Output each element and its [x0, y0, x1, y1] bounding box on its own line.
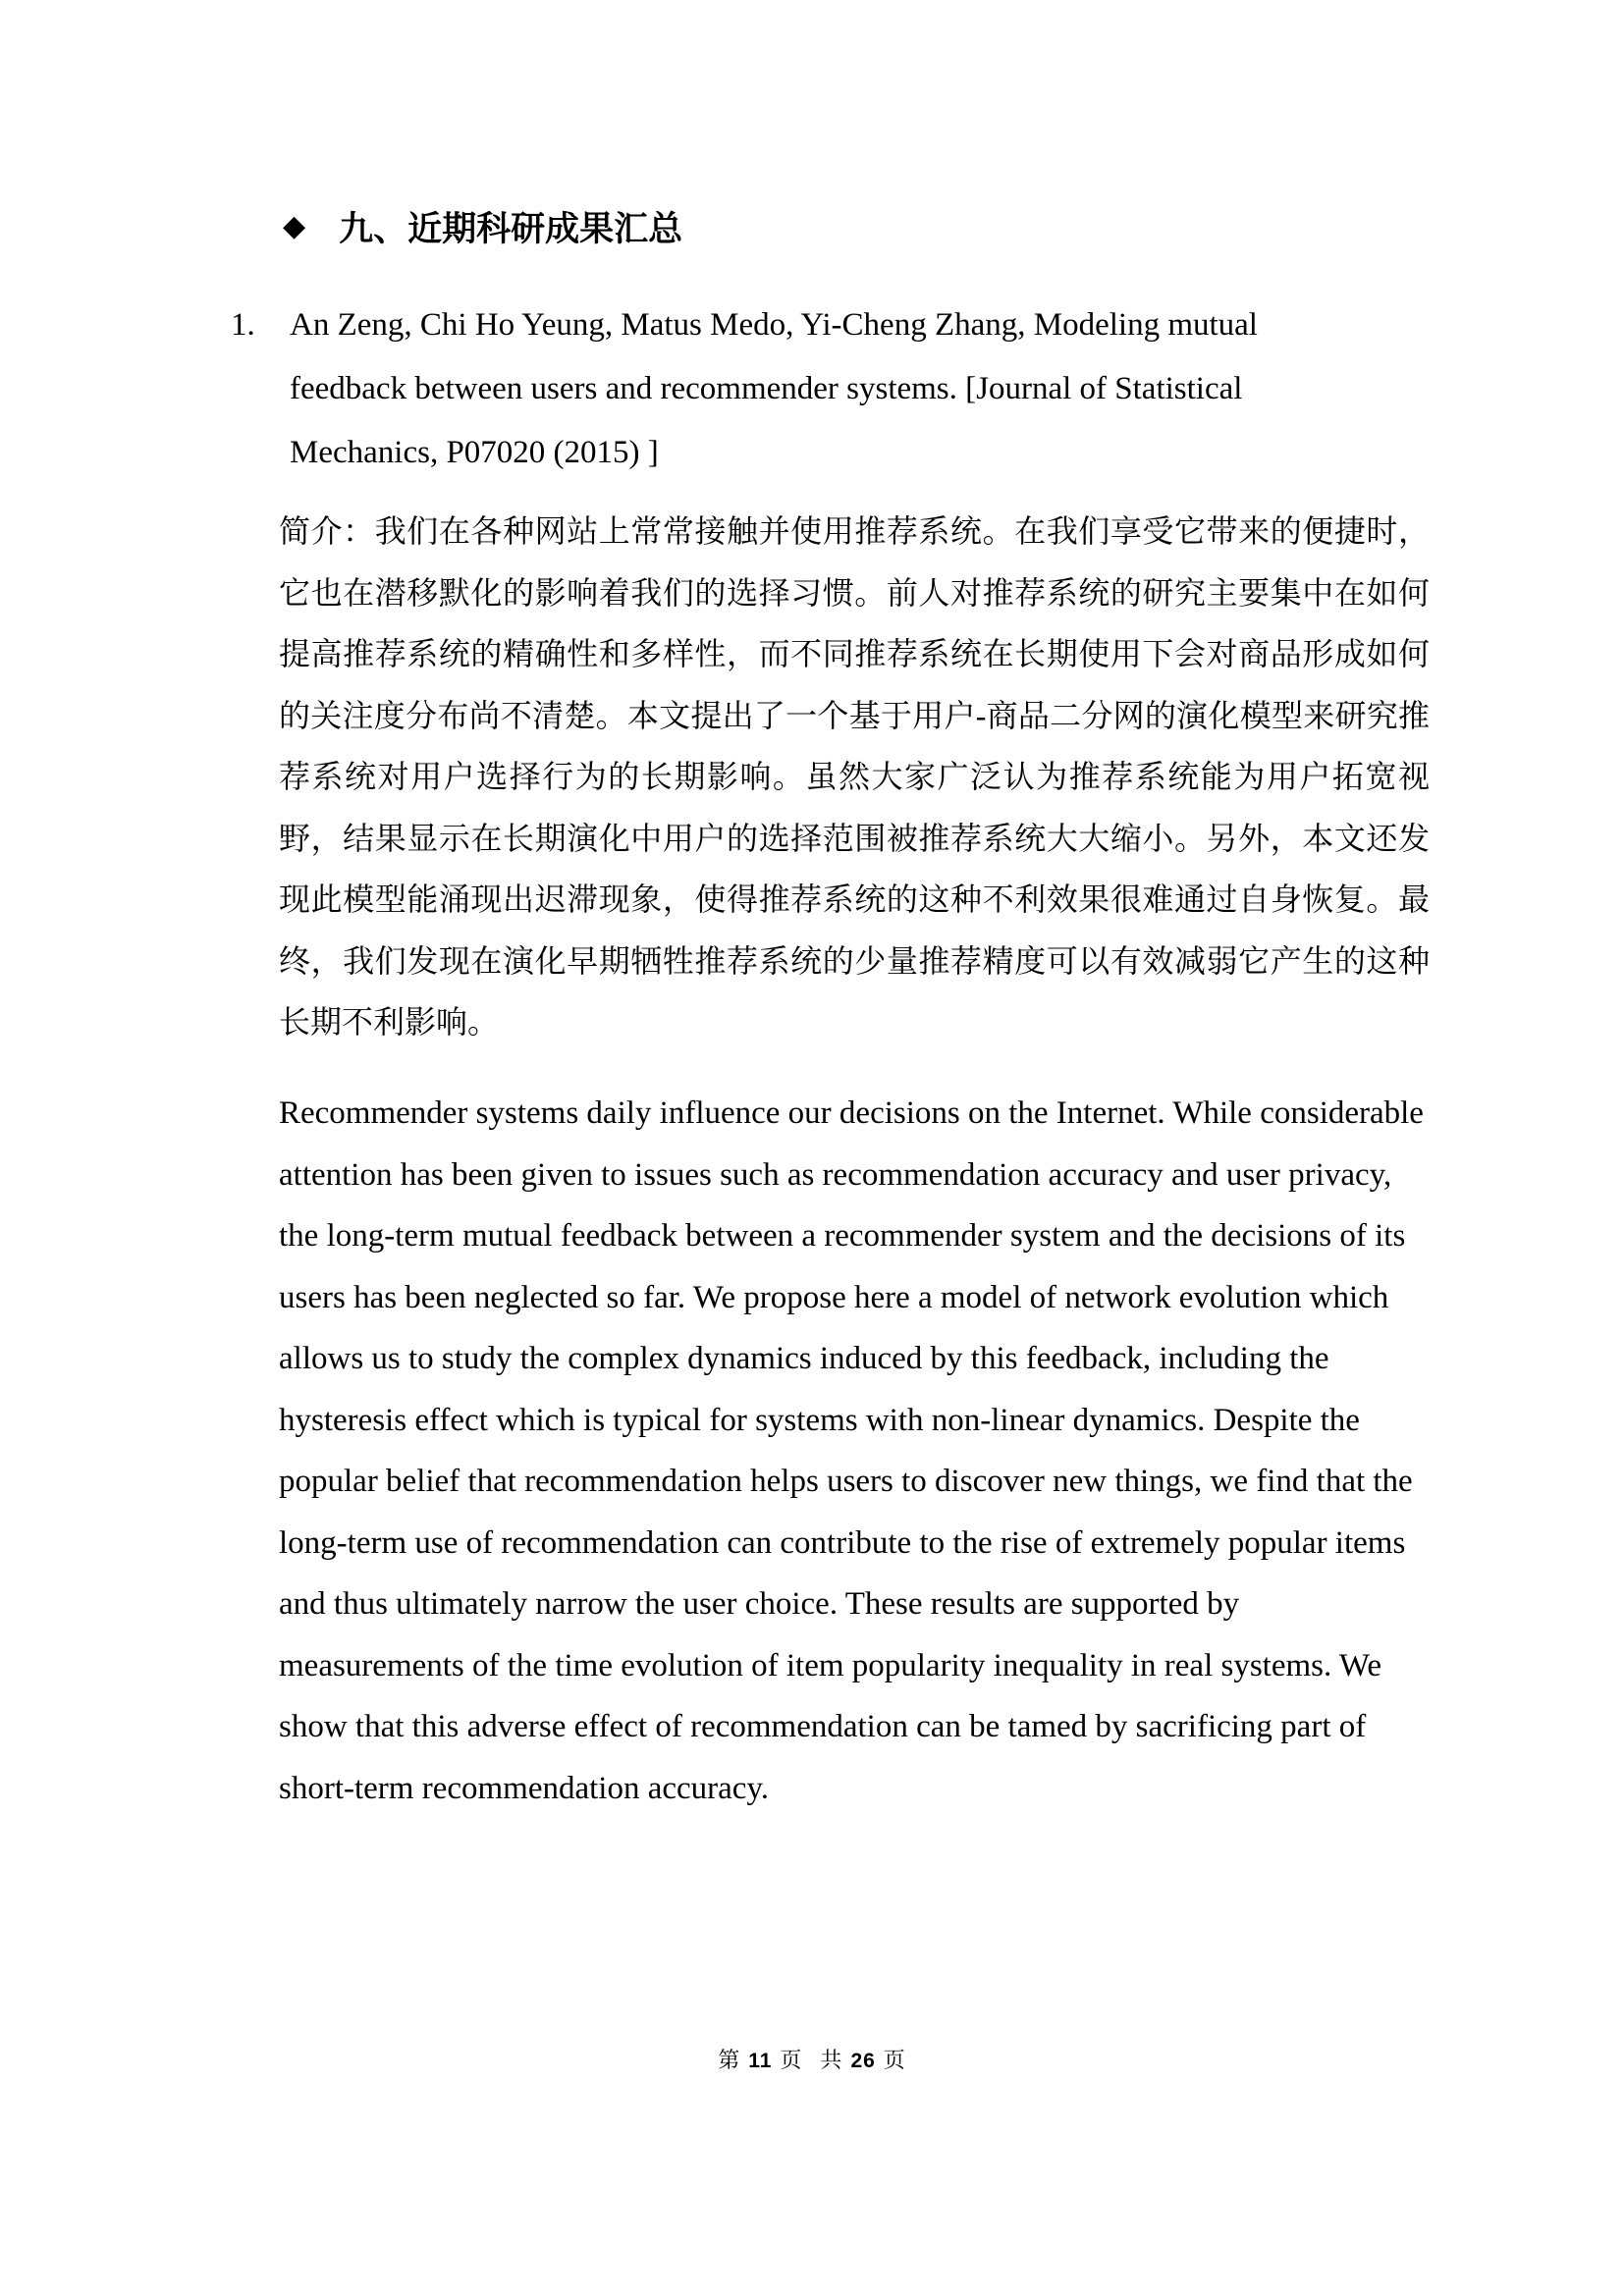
- footer-label-ye2: 页: [883, 2048, 906, 2072]
- citation-list-number: 1.: [231, 307, 255, 343]
- citation-text: An Zeng, Chi Ho Yeung, Matus Medo, Yi-Cheng Zhang, Modeling mutual feedback between users and recommender systems. [Journal of Statistical Mechanics, P07020 (2015) ]: [290, 307, 1258, 470]
- footer-label-di: 第: [718, 2048, 741, 2072]
- footer-label-gong: 共: [820, 2048, 843, 2072]
- section-heading-title: 九、近期科研成果汇总: [339, 210, 683, 248]
- footer-total-page-number: 26: [850, 2050, 876, 2072]
- footer-label-ye1: 页: [780, 2048, 803, 2072]
- diamond-bullet-icon: ◆: [283, 210, 306, 242]
- abstract-english: Recommender systems daily influence our decisions on the Internet. While considerable attention has been given to issues such as recommendation accuracy and user privacy, the long-term mutual feedback between a recommender system and the decisions of its users has been neglected so far. We propose here a model of network evolution which allows us to study the complex dynamics induced by this feedback, including the hysteresis effect which is typical for systems with non-linear dynamics. Despite the popular belief that recommendation helps users to discover new things, we find that the long-term use of recommendation can contribute to the rise of extremely popular items and thus ultimately narrow the user choice. These results are supported by measurements of the time evolution of item popularity inequality in real systems. We show that this adverse effect of recommendation can be tamed by sacrificing part of short-term recommendation accuracy.: [279, 1095, 1424, 1806]
- abstract-chinese: 简介：我们在各种网站上常常接触并使用推荐系统。在我们享受它带来的便捷时，它也在潜移默化的影响着我们的选择习惯。前人对推荐系统的研究主要集中在如何提高推荐系统的精确性和多样性，而不同推荐系统在长期使用下会对商品形成如何的关注度分布尚不清楚。本文提出了一个基于用户-商品二分网的演化模型来研究推荐系统对用户选择行为的长期影响。虽然大家广泛认为推荐系统能为用户拓宽视野，结果显示在长期演化中用户的选择范围被推荐系统大大缩小。另外，本文还发现此模型能涌现出迟滞现象，使得推荐系统的这种不利效果很难通过自身恢复。最终，我们发现在演化早期牺牲推荐系统的少量推荐精度可以有效减弱它产生的这种长期不利影响。: [279, 513, 1430, 1040]
- footer-current-page-number: 11: [748, 2050, 773, 2072]
- section-heading: [283, 202, 682, 251]
- citation-item: [231, 294, 1375, 485]
- page-footer: [0, 2044, 1624, 2074]
